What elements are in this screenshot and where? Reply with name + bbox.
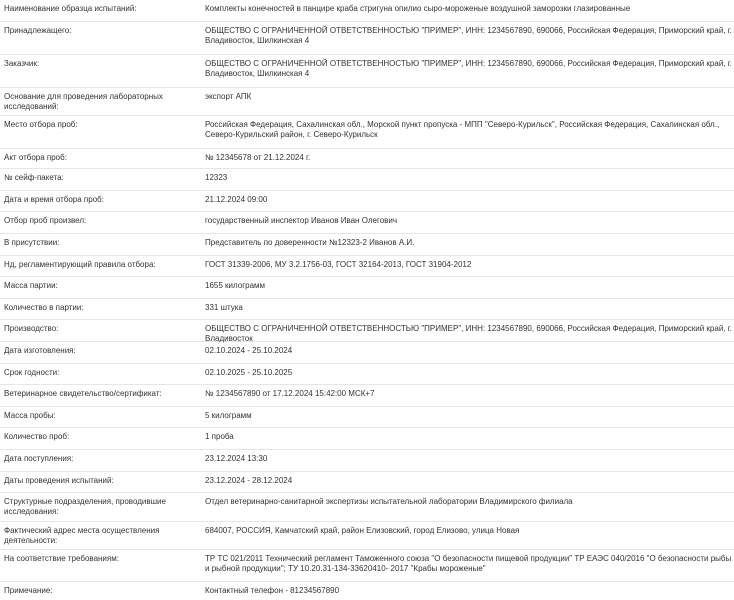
label-expiry: Срок годности: — [4, 368, 60, 377]
row-compliance — [0, 550, 734, 582]
row-actual-address — [0, 522, 734, 550]
value-sample-name: Комплекты конечностей в панцире краба стригуна опилио сыро-мороженые воздушной заморозки глазированные — [205, 4, 631, 13]
label-sample-mass: Масса пробы: — [4, 411, 56, 420]
value-receipt-date: 23.12.2024 13:30 — [205, 454, 268, 463]
label-note: Примечание: — [4, 586, 53, 595]
value-sample-mass: 5 килограмм — [205, 411, 252, 420]
row-customer — [0, 55, 734, 88]
label-safe-package: № сейф-пакета: — [4, 173, 64, 182]
value-test-dates: 23.12.2024 - 28.12.2024 — [205, 476, 293, 485]
row-sample-count — [0, 428, 734, 450]
label-receipt-date: Дата поступления: — [4, 454, 74, 463]
value-compliance: ТР ТС 021/2011 Технический регламент Таможенного союза "О безопасности пищевой продукции" ТР ЕАЭС 040/2016 "О безопасности рыбы и рыбной продукции"; ТУ 10.20.31-134-33620410- 2017 "Крабы мороженые" — [205, 554, 732, 573]
value-owner: ОБЩЕСТВО С ОГРАНИЧЕННОЙ ОТВЕТСТВЕННОСТЬЮ "ПРИМЕР", ИНН: 1234567890, 690066, Российская Федерация, Приморский край, г. Владивосток, Шилкинская 4 — [205, 26, 732, 45]
value-safe-package: 12323 — [205, 173, 228, 182]
value-sampling-datetime: 21.12.2024 09:00 — [205, 195, 268, 204]
value-batch-mass: 1655 килограмм — [205, 281, 266, 290]
value-sampled-by: государственный инспектор Иванов Иван Олегович — [205, 216, 398, 225]
label-actual-address: Фактический адрес места осуществления деятельности: — [4, 526, 160, 545]
label-compliance: На соответствие требованиям: — [4, 554, 119, 563]
row-owner — [0, 22, 734, 55]
row-sample-mass — [0, 407, 734, 428]
label-sample-name: Наименование образца испытаний: — [4, 4, 137, 13]
label-sampling-datetime: Дата и время отбора проб: — [4, 195, 104, 204]
value-expiry: 02.10.2025 - 25.10.2025 — [205, 368, 293, 377]
value-sampling-place: Российская Федерация, Сахалинская обл., Морской пункт пропуска - МПП "Северо-Курильск", Российская Федерация, Сахалинская обл., Северо-Курильский район, г. Северо-Курильск — [205, 120, 720, 139]
row-manufacture-date — [0, 342, 734, 364]
label-sampling-act: Акт отбора проб: — [4, 153, 67, 162]
row-divisions — [0, 493, 734, 522]
label-divisions: Структурные подразделения, проводившие исследования: — [4, 497, 166, 516]
row-sampling-rules — [0, 256, 734, 277]
label-sampling-place: Место отбора проб: — [4, 120, 78, 129]
label-sampling-rules: Нд, регламентирующий правила отбора: — [4, 260, 156, 269]
value-batch-quantity: 331 штука — [205, 303, 243, 312]
label-manufacture-date: Дата изготовления: — [4, 346, 76, 355]
row-vet-certificate — [0, 385, 734, 407]
label-in-presence: В присутствии: — [4, 238, 60, 247]
value-divisions: Отдел ветеринарно-санитарной экспертизы испытательной лаборатории Владимирского филиала — [205, 497, 573, 506]
row-safe-package — [0, 169, 734, 191]
row-production — [0, 320, 734, 342]
value-sampling-act: № 12345678 от 21.12.2024 г. — [205, 153, 311, 162]
row-in-presence — [0, 234, 734, 256]
row-test-dates — [0, 472, 734, 493]
label-batch-quantity: Количество в партии: — [4, 303, 84, 312]
value-production: ОБЩЕСТВО С ОГРАНИЧЕННОЙ ОТВЕТСТВЕННОСТЬЮ "ПРИМЕР", ИНН: 1234567890, 690066, Российская Федерация, Приморский край, г. Владивосток — [205, 324, 732, 343]
row-sampling-datetime — [0, 191, 734, 212]
value-customer: ОБЩЕСТВО С ОГРАНИЧЕННОЙ ОТВЕТСТВЕННОСТЬЮ "ПРИМЕР", ИНН: 1234567890, 690066, Российская Федерация, Приморский край, г. Владивосток, Шилкинская 4 — [205, 59, 732, 78]
label-batch-mass: Масса партии: — [4, 281, 58, 290]
row-batch-quantity — [0, 299, 734, 320]
label-production: Производство: — [4, 324, 59, 333]
value-sample-count: 1 проба — [205, 432, 234, 441]
row-sampled-by — [0, 212, 734, 234]
row-receipt-date — [0, 450, 734, 472]
row-note — [0, 582, 734, 600]
label-owner: Принадлежащего: — [4, 26, 72, 35]
value-manufacture-date: 02.10.2024 - 25.10.2024 — [205, 346, 293, 355]
label-sample-count: Количество проб: — [4, 432, 70, 441]
label-vet-certificate: Ветеринарное свидетельство/сертификат: — [4, 389, 162, 398]
row-expiry — [0, 364, 734, 385]
row-batch-mass — [0, 277, 734, 299]
value-note: Контактный телефон - 81234567890 — [205, 586, 340, 595]
label-test-dates: Даты проведения испытаний: — [4, 476, 114, 485]
value-vet-certificate: № 1234567890 от 17.12.2024 15:42:00 МСК+7 — [205, 389, 375, 398]
value-sampling-rules: ГОСТ 31339-2006, МУ 3.2.1756-03, ГОСТ 32164-2013, ГОСТ 31904-2012 — [205, 260, 472, 269]
label-customer: Заказчик: — [4, 59, 40, 68]
label-basis: Основание для проведения лабораторных исследований: — [4, 92, 163, 111]
label-sampled-by: Отбор проб произвел: — [4, 216, 87, 225]
row-sampling-place — [0, 116, 734, 149]
value-in-presence: Представитель по доверенности №12323-2 Иванов А.И. — [205, 238, 415, 247]
row-sample-name — [0, 0, 734, 22]
row-sampling-act — [0, 149, 734, 169]
value-basis: экспорт АПК — [205, 92, 252, 101]
value-actual-address: 684007, РОССИЯ, Камчатский край, район Елизовский, город Елизово, улица Новая — [205, 526, 520, 535]
row-basis — [0, 88, 734, 116]
